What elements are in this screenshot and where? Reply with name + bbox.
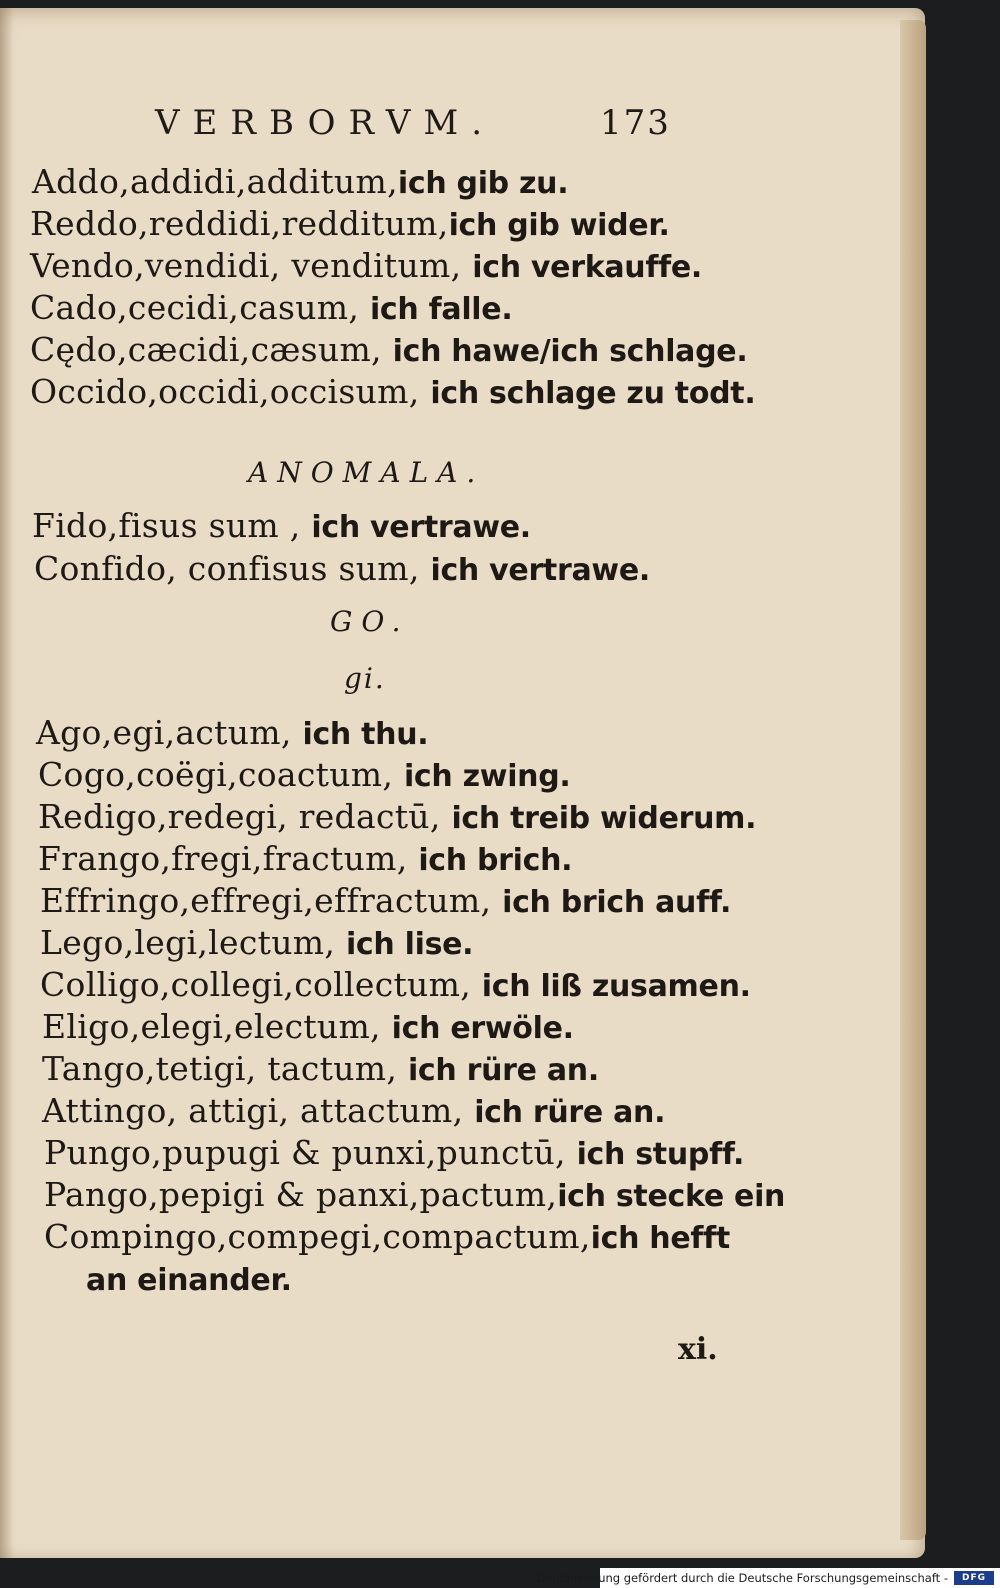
german-text: an einander. (86, 1263, 292, 1298)
section-heading-go: GO. (330, 605, 410, 638)
german-text: ich thu. (302, 717, 429, 752)
latin-text: Compingo,compegi,compactum, (44, 1217, 591, 1256)
german-text: ich verkauffe. (472, 250, 702, 285)
text-line (40, 965, 751, 1004)
latin-text: Lego,legi,lectum, (40, 923, 346, 962)
latin-text: Vendo,vendidi, venditum, (30, 246, 473, 285)
catchword: xi. (678, 1332, 718, 1367)
text-line (42, 1091, 665, 1130)
latin-text: Cędo,cæcidi,cæsum, (30, 330, 393, 369)
latin-text: Tango,tetigi, tactum, (42, 1049, 408, 1088)
latin-text: Occido,occidi,occisum, (30, 372, 431, 411)
running-title: VERBORVM. (155, 103, 496, 143)
german-text: ich rüre an. (474, 1095, 666, 1130)
latin-text: Fido,fisus sum , (32, 506, 312, 545)
digitization-footer (536, 1568, 1000, 1588)
text-line (30, 288, 512, 327)
german-text: ich zwing. (403, 759, 571, 794)
text-line (44, 1217, 730, 1256)
latin-text: Cado,cecidi,casum, (30, 288, 370, 327)
text-line (36, 713, 428, 752)
text-line (38, 839, 572, 878)
text-line (44, 1175, 785, 1214)
german-text: ich schlage zu todt. (430, 376, 756, 411)
latin-text: Frango,fregi,fractum, (38, 839, 419, 878)
latin-text: Cogo,coëgi,coactum, (38, 755, 404, 794)
latin-text: Ago,egi,actum, (36, 713, 303, 752)
text-line (30, 330, 747, 369)
latin-text: Eligo,elegi,electum, (42, 1007, 392, 1046)
page-number: 173 (600, 103, 671, 143)
german-text: ich stecke ein (557, 1179, 786, 1214)
german-text: ich stupff. (576, 1137, 745, 1172)
german-text: ich falle. (369, 292, 513, 327)
text-line (32, 506, 531, 545)
german-text: ich rüre an. (407, 1053, 599, 1088)
german-text: ich vertrawe. (430, 553, 650, 588)
latin-text: Pungo,pupugi & punxi,punctū, (44, 1133, 577, 1172)
text-line (42, 1007, 574, 1046)
latin-text: Redigo,redegi, redactū, (38, 797, 452, 836)
german-text: ich liß zusamen. (481, 969, 751, 1004)
german-text: ich gib zu. (397, 166, 569, 201)
latin-text: Attingo, attigi, attactum, (42, 1091, 475, 1130)
latin-text: Addo,addidi,additum, (32, 162, 398, 201)
german-text: ich erwöle. (391, 1011, 574, 1046)
text-line (44, 1133, 744, 1172)
text-line (30, 246, 702, 285)
german-text: ich gib wider. (448, 208, 670, 243)
german-text: ich vertrawe. (311, 510, 531, 545)
latin-text: Effringo,effregi,effractum, (40, 881, 503, 920)
latin-text: Colligo,collegi,collectum, (40, 965, 482, 1004)
text-line (42, 1049, 599, 1088)
text-line (30, 204, 670, 243)
text-line (38, 797, 756, 836)
text-line (40, 881, 731, 920)
text-line (86, 1259, 292, 1298)
german-text: ich hefft (590, 1221, 730, 1256)
german-text: ich lise. (345, 927, 474, 962)
german-text: ich treib widerum. (451, 801, 757, 836)
section-heading-anomala: ANOMALA. (248, 456, 485, 489)
latin-text: Reddo,reddidi,redditum, (30, 204, 449, 243)
dfg-logo: DFG (954, 1571, 994, 1585)
text-line (30, 372, 755, 411)
section-heading-gi: gi. (344, 662, 386, 695)
latin-text: Confido, confisus sum, (34, 549, 431, 588)
footer-text: Digitalisierung gefördert durch die Deutsche Forschungsgemeinschaft - (536, 1571, 948, 1585)
page-edge (900, 20, 926, 1540)
german-text: ich brich auff. (502, 885, 732, 920)
latin-text: Pango,pepigi & panxi,pactum, (44, 1175, 558, 1214)
text-line (38, 755, 571, 794)
text-line (40, 923, 473, 962)
text-line (32, 162, 568, 201)
text-line (34, 549, 650, 588)
german-text: ich hawe/ich schlage. (392, 334, 748, 369)
german-text: ich brich. (418, 843, 573, 878)
